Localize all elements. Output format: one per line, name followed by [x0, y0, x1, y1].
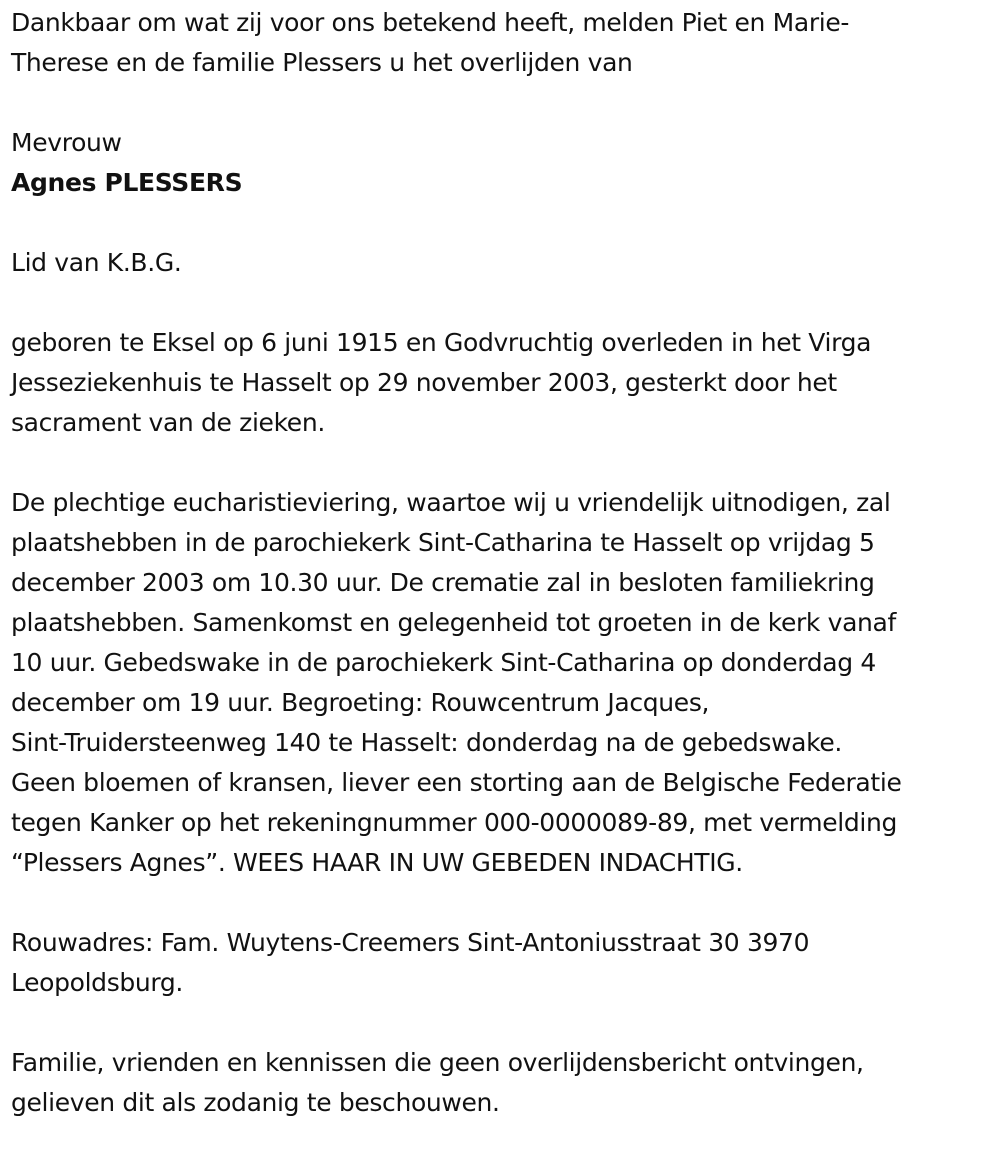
closing-paragraph: [11, 1043, 995, 1123]
intro-paragraph: [11, 3, 995, 83]
membership: Lid van K.B.G.: [11, 248, 182, 277]
text-line: “Plessers Agnes”. WEES HAAR IN UW GEBEDEN INDACHTIG.: [11, 848, 743, 877]
text-line: Dankbaar om wat zij voor ons betekend heeft, melden Piet en Marie-: [11, 8, 850, 37]
address-paragraph: [11, 923, 995, 1003]
spacer: [11, 83, 995, 123]
text-line: december 2003 om 10.30 uur. De crematie zal in besloten familiekring: [11, 568, 875, 597]
death-notice: [11, 3, 995, 1123]
text-line: geboren te Eksel op 6 juni 1915 en Godvruchtig overleden in het Virga: [11, 328, 872, 357]
text-line: De plechtige eucharistieviering, waartoe wij u vriendelijk uitnodigen, zal: [11, 488, 891, 517]
text-line: tegen Kanker op het rekeningnummer 000-0000089-89, met vermelding: [11, 808, 897, 837]
birth-death-paragraph: [11, 323, 995, 443]
deceased-name: Agnes PLESSERS: [11, 168, 243, 197]
text-line: Sint-Truidersteenweg 140 te Hasselt: donderdag na de gebedswake.: [11, 728, 843, 757]
text-line: plaatshebben. Samenkomst en gelegenheid tot groeten in de kerk vanaf: [11, 608, 896, 637]
text-line: Geen bloemen of kransen, liever een storting aan de Belgische Federatie: [11, 768, 902, 797]
spacer: [11, 283, 995, 323]
text-line: Rouwadres: Fam. Wuytens-Creemers Sint-Antoniusstraat 30 3970: [11, 928, 810, 957]
salutation: Mevrouw: [11, 128, 122, 157]
text-line: Leopoldsburg.: [11, 968, 183, 997]
text-line: plaatshebben in de parochiekerk Sint-Catharina te Hasselt op vrijdag 5: [11, 528, 875, 557]
text-line: sacrament van de zieken.: [11, 408, 325, 437]
text-line: december om 19 uur. Begroeting: Rouwcentrum Jacques,: [11, 688, 710, 717]
text-line: 10 uur. Gebedswake in de parochiekerk Sint-Catharina op donderdag 4: [11, 648, 876, 677]
spacer: [11, 443, 995, 483]
spacer: [11, 1003, 995, 1043]
text-line: Familie, vrienden en kennissen die geen overlijdensbericht ontvingen,: [11, 1048, 864, 1077]
spacer: [11, 883, 995, 923]
text-line: Therese en de familie Plessers u het overlijden van: [11, 48, 633, 77]
text-line: gelieven dit als zodanig te beschouwen.: [11, 1088, 500, 1117]
text-line: Jesseziekenhuis te Hasselt op 29 november 2003, gesterkt door het: [11, 368, 837, 397]
ceremony-paragraph: [11, 483, 995, 883]
spacer: [11, 203, 995, 243]
